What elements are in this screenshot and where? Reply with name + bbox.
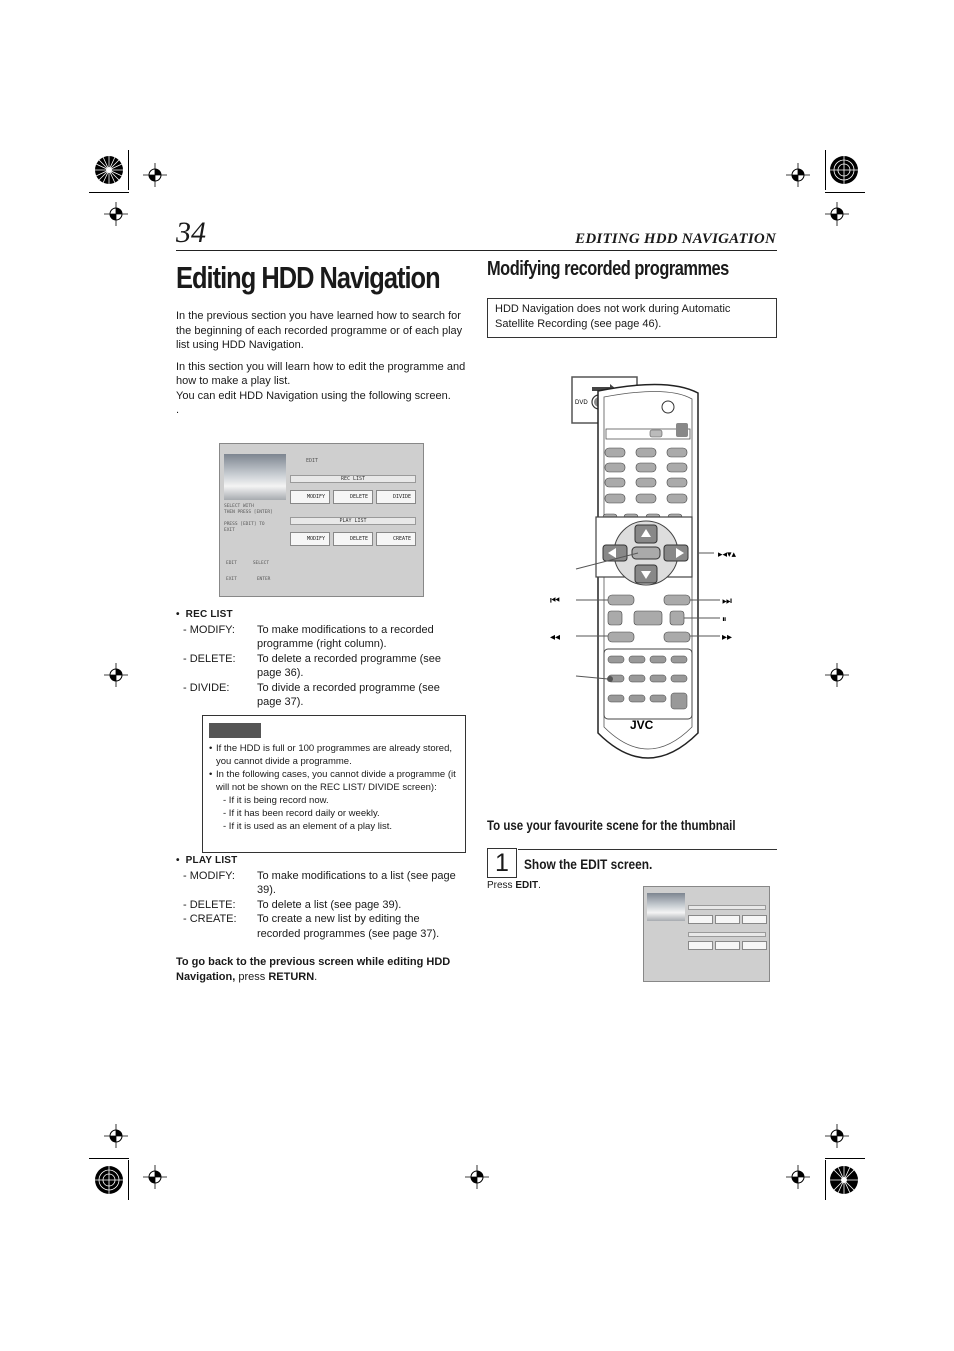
crop-line xyxy=(825,150,826,190)
registration-sunburst-bottom-right xyxy=(829,1165,859,1195)
crop-line xyxy=(89,1158,129,1159)
skip-back-callout: ⏮ xyxy=(550,594,560,607)
thumbnail-photo xyxy=(224,454,286,500)
crosshair-mark xyxy=(825,663,849,687)
play-modify-button: MODIFY xyxy=(290,532,330,546)
rec-delete-button xyxy=(715,915,740,924)
definition-row: - MODIFY: To make modifications to a list (see page 39). xyxy=(183,869,456,896)
registration-sunburst-top-left xyxy=(94,155,124,185)
crop-line xyxy=(825,1160,826,1200)
switch-dvd-label: DVD xyxy=(575,400,588,406)
rec-divide-button: DIVIDE xyxy=(376,490,416,504)
crop-line xyxy=(89,192,129,193)
remote-control-svg xyxy=(548,373,748,773)
crosshair-mark xyxy=(104,663,128,687)
definition-row: - DELETE: To delete a recorded programme (see page 36). xyxy=(183,652,442,679)
intro-paragraph: You can edit HDD Navigation using the following screen. xyxy=(176,389,451,402)
crosshair-mark xyxy=(786,163,810,187)
screen-key-legend: EDIT SELECT xyxy=(226,561,270,566)
go-back-instruction: To go back to the previous screen while editing HDD Navigation, press RETURN. xyxy=(176,956,451,983)
step-number: 1 xyxy=(487,848,517,878)
definition-row: - DELETE: To delete a list (see page 39). xyxy=(183,898,402,911)
crosshair-mark xyxy=(786,1165,810,1189)
crosshair-mark xyxy=(825,202,849,226)
skip-forward-callout: ⏭ xyxy=(722,594,732,607)
crosshair-mark xyxy=(143,163,167,187)
play-list-section xyxy=(176,854,466,941)
note-sub-item: - If it has been record daily or weekly. xyxy=(223,808,380,819)
rec-modify-button xyxy=(688,915,713,924)
edit-screen-image xyxy=(219,443,424,597)
crop-line xyxy=(825,192,865,193)
page-title: Editing HDD Navigation xyxy=(176,260,440,295)
crop-line xyxy=(825,1158,865,1159)
crosshair-mark xyxy=(825,1124,849,1148)
step-rule xyxy=(518,849,777,850)
pause-callout: ⏸ xyxy=(722,615,727,625)
warning-note: HDD Navigation does not work during Automatic Satellite Recording (see page 46). xyxy=(487,298,777,338)
registration-sunburst-top-right xyxy=(829,155,859,185)
remote-control-illustration xyxy=(548,373,748,777)
play-delete-button: DELETE xyxy=(333,532,373,546)
intro-paragraph: In the previous section you have learned how to search for the beginning of each recorded programme or of each play list using HDD Navigation. xyxy=(176,310,463,351)
play-modify-button xyxy=(688,941,713,950)
note-item: • In the following cases, you cannot divide a programme (it will not be shown on the REC LIST/ DIVIDE screen): xyxy=(209,769,456,793)
definition-row: - MODIFY: To make modifications to a recorded programme (right column). xyxy=(183,623,434,650)
rec-divide-button xyxy=(742,915,767,924)
crosshair-mark xyxy=(104,1124,128,1148)
rec-list-bar: REC LIST xyxy=(290,475,416,483)
press-instruction: Press EDIT. xyxy=(487,880,541,891)
thumbnail-photo xyxy=(647,893,685,921)
rec-list-bar xyxy=(688,905,766,910)
step-title: Show the EDIT screen. xyxy=(524,856,653,872)
notes-box xyxy=(202,715,466,853)
intro-paragraph: In this section you will learn how to edit the programme and how to make a play list. xyxy=(176,360,466,387)
crop-line xyxy=(128,150,129,190)
play-create-button: CREATE xyxy=(376,532,416,546)
note-sub-item: - If it is being record now. xyxy=(223,795,329,806)
play-list-heading: • PLAY LIST xyxy=(176,855,238,866)
definition-row: - CREATE: To create a new list by editing the recorded programmes (see page 37). xyxy=(183,913,440,940)
rec-modify-button: MODIFY xyxy=(290,490,330,504)
play-create-button xyxy=(742,941,767,950)
note-item: • If the HDD is full or 100 programmes are already stored, you cannot divide a programme. xyxy=(209,743,453,767)
edit-screen-thumbnail xyxy=(643,886,770,982)
rewind-callout: ◂◂ xyxy=(550,632,561,643)
crosshair-mark xyxy=(465,1165,489,1189)
section-label: EDITING HDD NAVIGATION xyxy=(575,231,776,247)
notes-badge xyxy=(209,723,261,738)
page-number: 34 xyxy=(176,216,206,249)
definition-row: - DIVIDE: To divide a recorded programme (see page 37). xyxy=(183,681,440,708)
rec-list-heading: • REC LIST xyxy=(176,609,233,620)
rec-delete-button: DELETE xyxy=(333,490,373,504)
screen-help-text: SELECT WITH THEN PRESS [ENTER] PRESS [EDIT] TO EXIT xyxy=(224,504,273,533)
edit-label: EDIT xyxy=(306,458,319,464)
jvc-logo: JVC xyxy=(630,718,654,732)
crop-line xyxy=(128,1160,129,1200)
intro-paragraph: . xyxy=(176,404,180,416)
registration-sunburst-bottom-left xyxy=(94,1165,124,1195)
play-list-bar: PLAY LIST xyxy=(290,517,416,525)
fast-forward-callout: ▸▸ xyxy=(722,632,733,643)
play-delete-button xyxy=(715,941,740,950)
note-sub-item: - If it is used as an element of a play list. xyxy=(223,821,392,832)
crosshair-mark xyxy=(143,1165,167,1189)
header-rule xyxy=(176,250,777,251)
rec-list-section xyxy=(176,608,466,710)
thumbnail-subheading: To use your favourite scene for the thumbnail xyxy=(487,817,736,833)
play-list-bar xyxy=(688,932,766,937)
section-title: Modifying recorded programmes xyxy=(487,258,729,280)
nav-arrows-callout: ▸◂▾▴ xyxy=(718,550,737,560)
intro-text xyxy=(176,309,466,425)
crosshair-mark xyxy=(104,202,128,226)
screen-key-legend: EXIT ENTER xyxy=(226,577,271,582)
